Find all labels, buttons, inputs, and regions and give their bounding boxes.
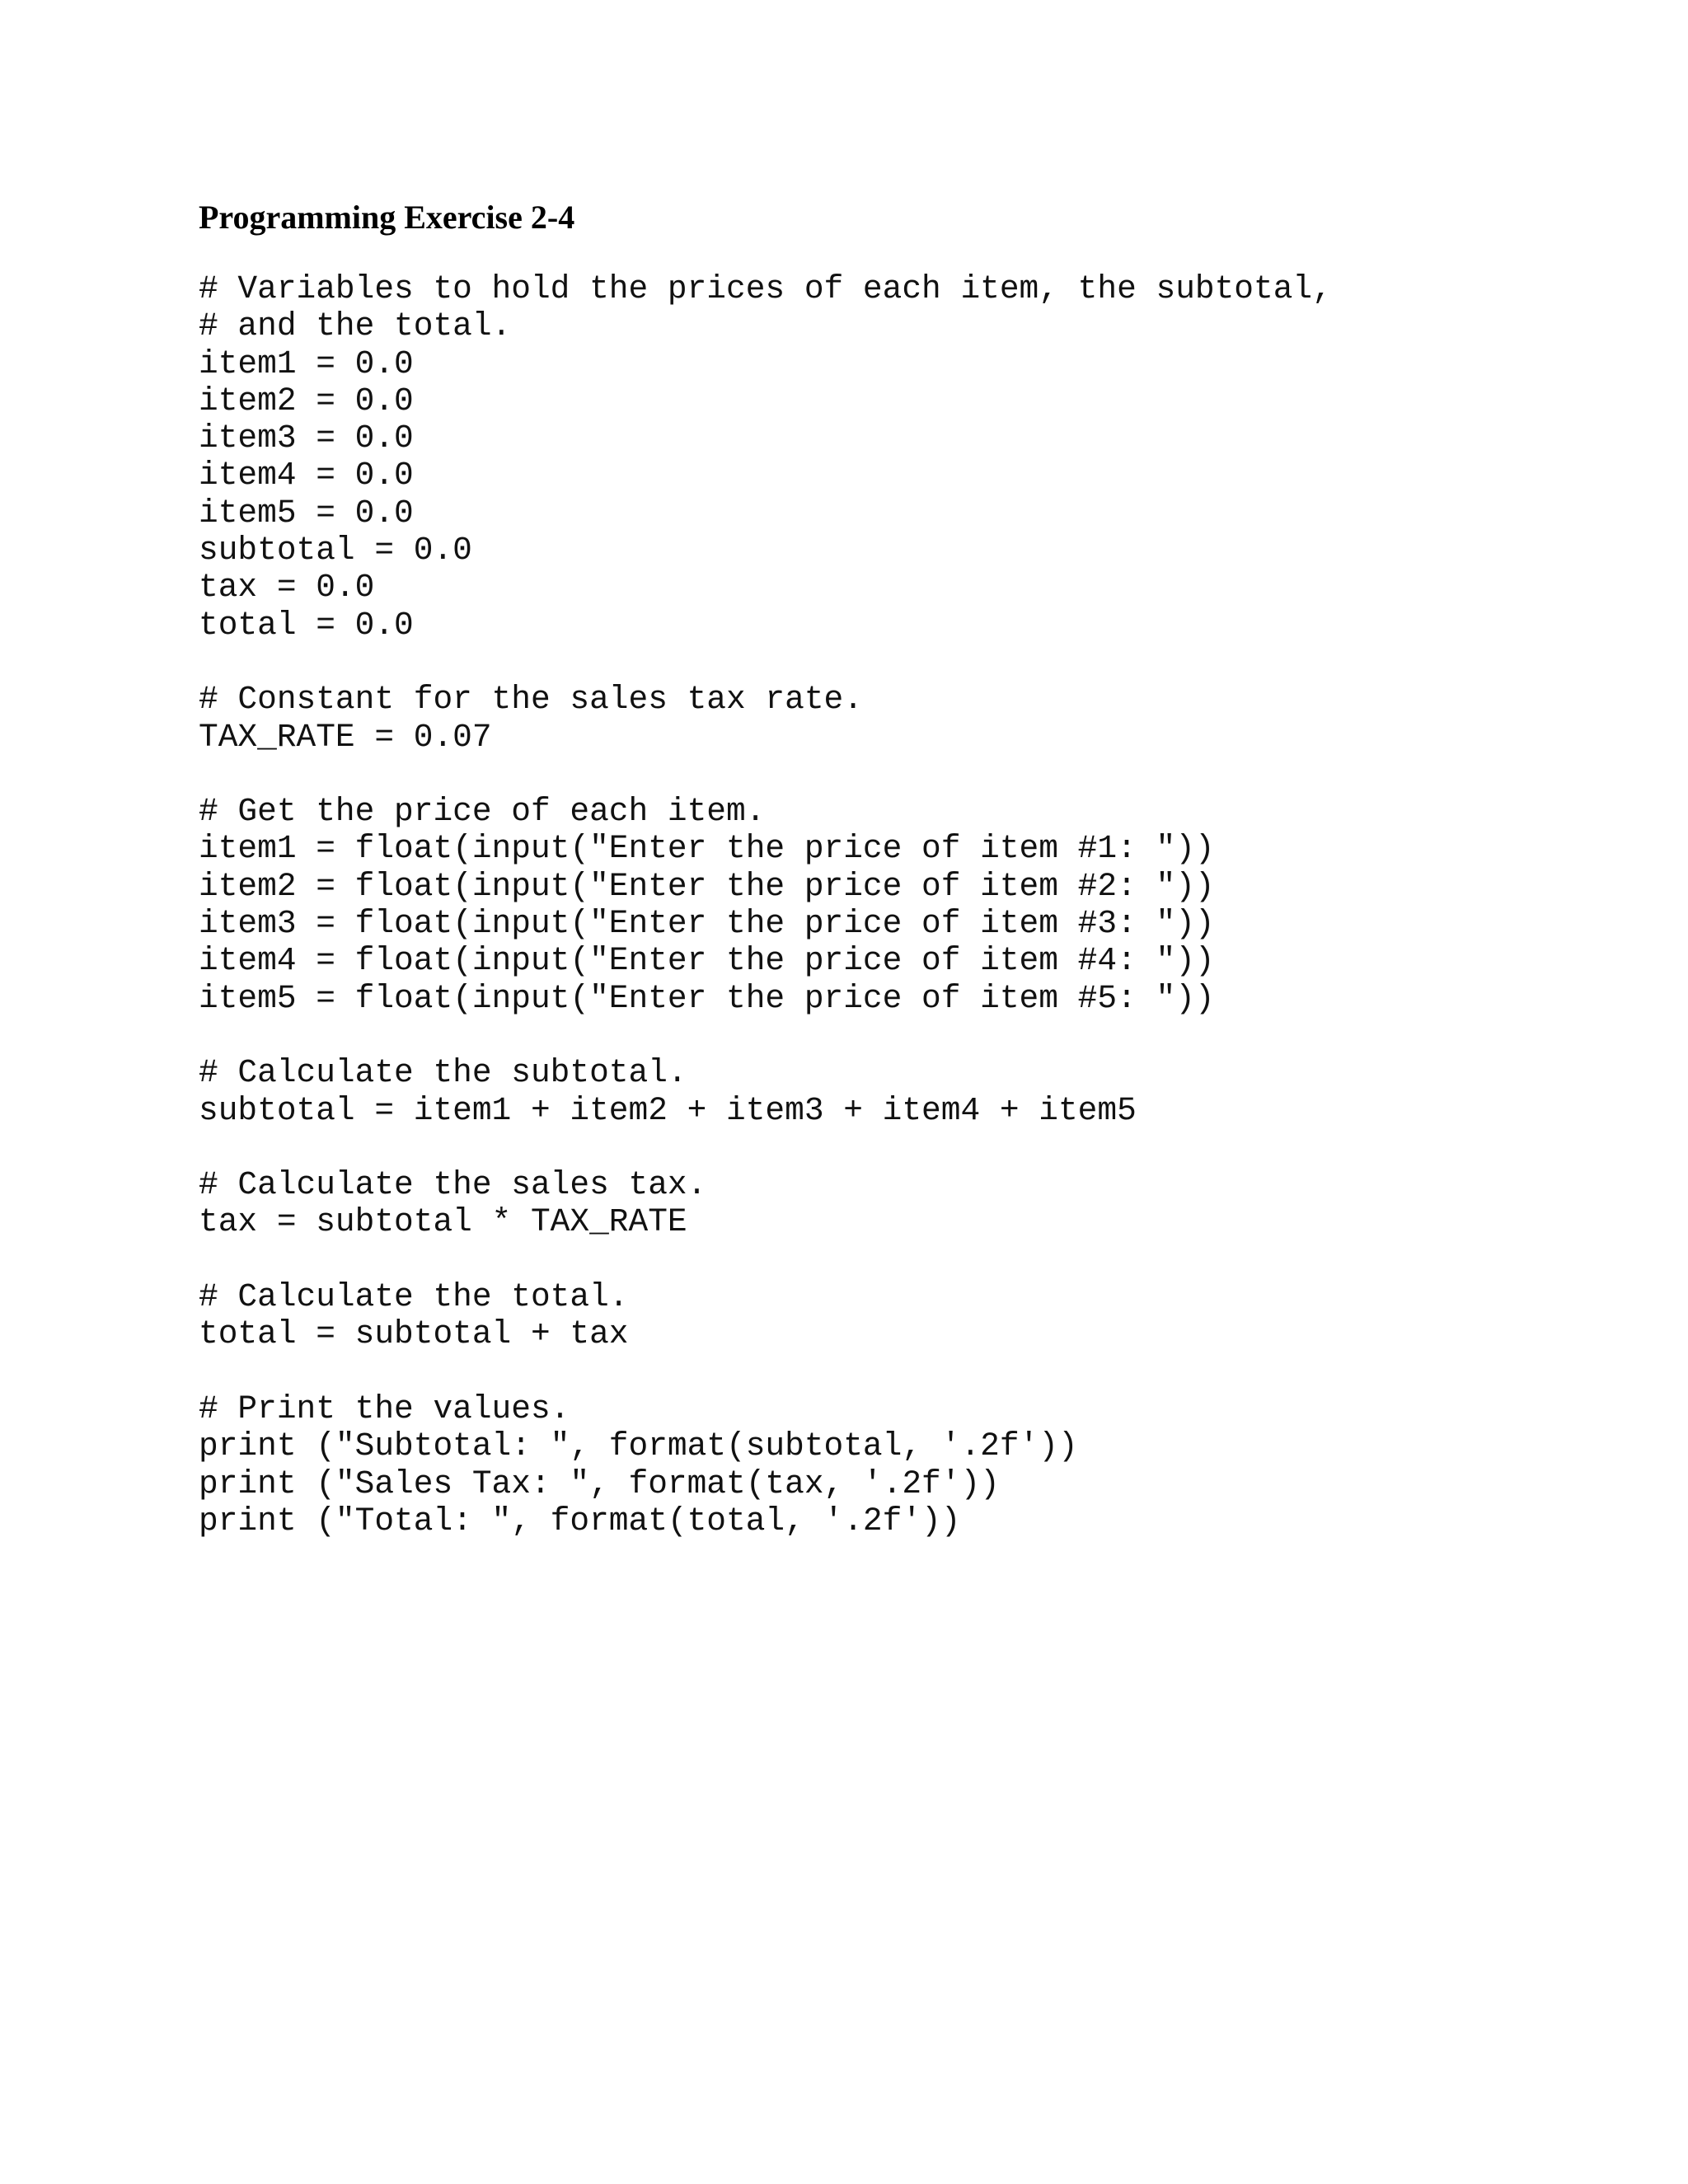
code-line: item4 = float(input("Enter the price of item #4: ")) <box>199 942 1215 980</box>
code-line: # Get the price of each item. <box>199 793 766 831</box>
code-line: # Calculate the total. <box>199 1278 629 1316</box>
code-line: total = subtotal + tax <box>199 1315 629 1353</box>
code-line: # Print the values. <box>199 1390 570 1427</box>
code-blank-line <box>199 1241 1641 1278</box>
code-blank-line <box>199 1353 1641 1390</box>
code-line: print ("Total: ", format(total, '.2f')) <box>199 1502 961 1540</box>
code-line: # Constant for the sales tax rate. <box>199 681 863 719</box>
code-line: print ("Subtotal: ", format(subtotal, '.2f')) <box>199 1427 1078 1465</box>
code-line: item1 = 0.0 <box>199 344 414 382</box>
code-line: subtotal = item1 + item2 + item3 + item4 + item5 <box>199 1091 1137 1129</box>
code-line: # Variables to hold the prices of each item, the subtotal, <box>199 270 1332 307</box>
code-line: item5 = 0.0 <box>199 494 414 532</box>
code-line: total = 0.0 <box>199 606 414 644</box>
code-blank-line <box>199 644 1641 681</box>
code-line: print ("Sales Tax: ", format(tax, '.2f')) <box>199 1465 1000 1502</box>
code-line: item5 = float(input("Enter the price of item #5: ")) <box>199 979 1215 1017</box>
code-blank-line <box>199 1129 1641 1166</box>
code-line: TAX_RATE = 0.07 <box>199 718 492 756</box>
code-line: # and the total. <box>199 307 512 345</box>
code-line: item3 = 0.0 <box>199 419 414 457</box>
code-line: tax = 0.0 <box>199 569 375 607</box>
code-line: tax = subtotal * TAX_RATE <box>199 1203 687 1241</box>
code-line: item2 = 0.0 <box>199 382 414 419</box>
code-line: item2 = float(input("Enter the price of item #2: ")) <box>199 867 1215 905</box>
code-line: item3 = float(input("Enter the price of item #3: ")) <box>199 905 1215 943</box>
code-blank-line <box>199 1017 1641 1054</box>
code-line: item4 = 0.0 <box>199 457 414 494</box>
code-line: # Calculate the sales tax. <box>199 1166 707 1204</box>
document-title: Programming Exercise 2-4 <box>199 199 575 236</box>
code-line: # Calculate the subtotal. <box>199 1054 687 1092</box>
code-line: item1 = float(input("Enter the price of item #1: ")) <box>199 830 1215 868</box>
code-listing <box>199 270 1641 1540</box>
code-line: subtotal = 0.0 <box>199 532 472 569</box>
code-blank-line <box>199 756 1641 793</box>
